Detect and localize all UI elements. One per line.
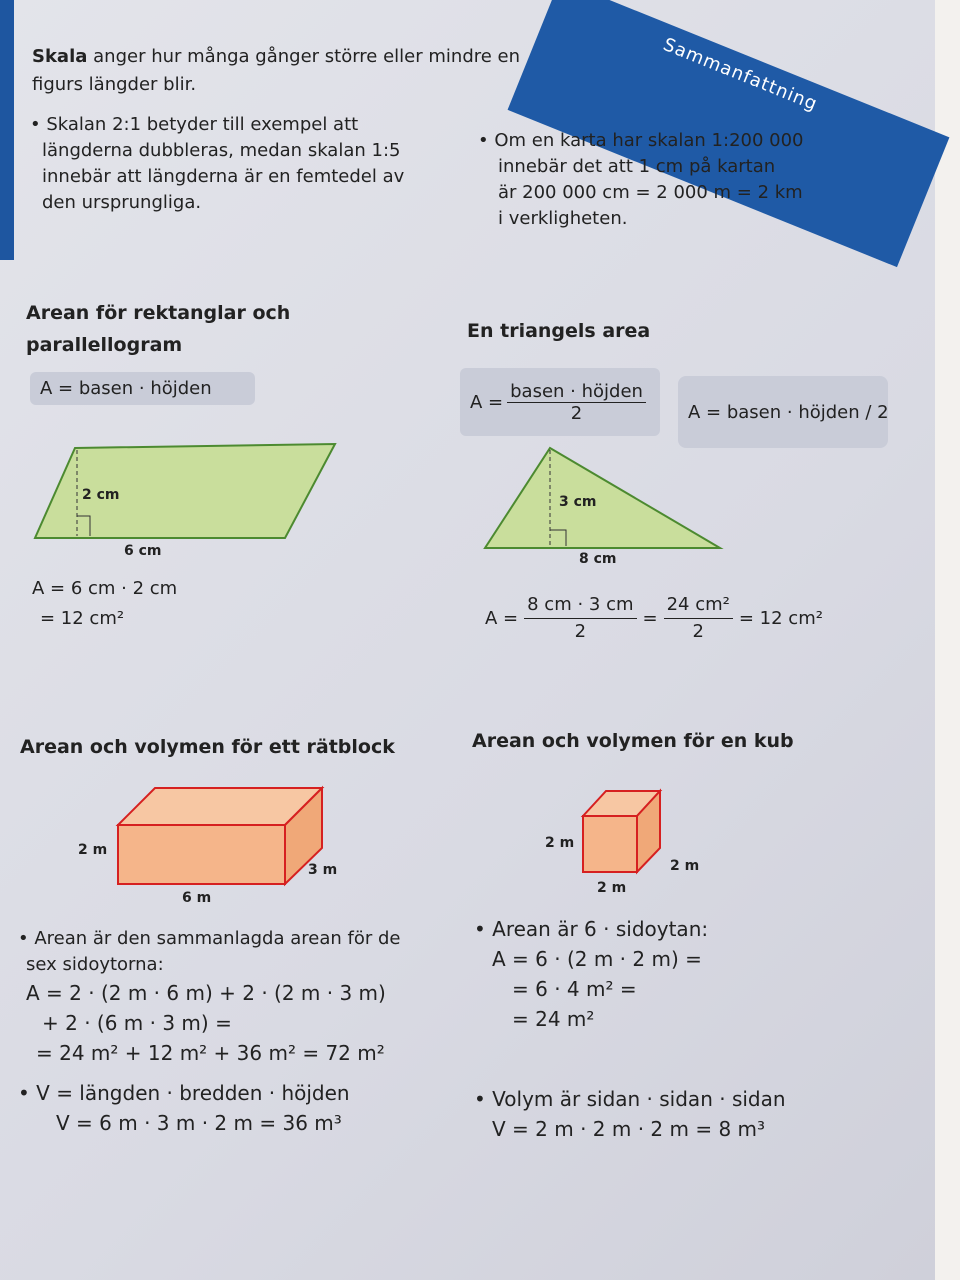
- cuboid-front: [118, 825, 285, 884]
- block-text: [18, 926, 400, 1138]
- line: • Volym är sidan · sidan · sidan: [474, 1087, 786, 1111]
- line: • Om en karta har skalan 1:200 000: [478, 130, 804, 151]
- line: sex sidoytorna:: [26, 954, 164, 975]
- cube-width-label: 2 m: [597, 880, 627, 896]
- tri-formula-alt: A = basen · höjden / 2: [678, 376, 888, 448]
- parallelogram-figure: [30, 440, 350, 550]
- cube-text: [474, 914, 786, 1144]
- equals: =: [642, 607, 658, 629]
- tri-heading: En triangels area: [467, 320, 651, 342]
- triangle-figure: [480, 440, 730, 555]
- line: • Arean är den sammanlagda arean för de: [18, 928, 401, 949]
- result: = 12 cm²: [738, 607, 823, 629]
- scale-intro-2: figurs längder blir.: [32, 74, 197, 95]
- numerator: 24 cm²: [664, 592, 733, 619]
- line: = 24 m²: [512, 1007, 595, 1031]
- denominator: 2: [574, 621, 587, 642]
- line: • Skalan 2:1 betyder till exempel att: [30, 114, 359, 135]
- denominator: 2: [692, 621, 704, 642]
- scale-bullet-2: [478, 128, 804, 232]
- cube-figure: [580, 786, 665, 876]
- tri-calc: [485, 592, 823, 645]
- cube-depth-label: 2 m: [670, 858, 700, 874]
- line: = 6 · 4 m² =: [512, 977, 637, 1001]
- cube-front: [583, 816, 637, 872]
- fraction-2: [664, 592, 733, 645]
- line: innebär det att 1 cm på kartan: [498, 156, 776, 177]
- line: längderna dubbleras, medan skalan 1:5: [42, 140, 401, 161]
- numerator: 8 cm · 3 cm: [524, 592, 636, 619]
- line: V = 2 m · 2 m · 2 m = 8 m³: [492, 1117, 766, 1141]
- block-heading: Arean och volymen för ett rätblock: [20, 736, 395, 758]
- rect-formula: A = basen · höjden: [30, 372, 255, 405]
- formula-prefix: A =: [470, 391, 504, 413]
- rect-heading: Arean för rektanglar och: [26, 302, 291, 324]
- cube-height-label: 2 m: [545, 835, 575, 851]
- tri-height-label: 3 cm: [559, 494, 597, 510]
- scale-bullet-1: [30, 112, 404, 216]
- block-depth-label: 3 m: [308, 862, 338, 878]
- parallelogram-shape: [35, 444, 335, 538]
- line: är 200 000 cm = 2 000 m = 2 km: [498, 182, 803, 203]
- fraction-1: [524, 592, 636, 645]
- line: i verkligheten.: [498, 208, 628, 229]
- fraction: [507, 381, 646, 424]
- line: V = 6 m · 3 m · 2 m = 36 m³: [56, 1111, 342, 1135]
- cube-heading: Arean och volymen för en kub: [472, 730, 794, 752]
- scale-intro: [32, 44, 520, 70]
- rect-heading-2: parallellogram: [26, 334, 183, 356]
- rect-base-label: 6 cm: [124, 543, 162, 559]
- banner-title: Sammanfattning: [660, 34, 821, 116]
- line: + 2 · (6 m · 3 m) =: [42, 1011, 232, 1035]
- denominator: 2: [570, 402, 583, 424]
- spine-edge: [0, 0, 14, 260]
- scale-term: Skala: [32, 46, 88, 67]
- cuboid-figure: [110, 780, 330, 890]
- tri-formula: [460, 368, 660, 436]
- rect-calc-2: = 12 cm²: [40, 608, 125, 629]
- line: • V = längden · bredden · höjden: [18, 1081, 350, 1105]
- line: A = 6 · (2 m · 2 m) =: [492, 947, 702, 971]
- triangle-shape: [485, 448, 720, 548]
- tri-base-label: 8 cm: [579, 551, 617, 567]
- line: A = 2 · (2 m · 6 m) + 2 · (2 m · 3 m): [26, 981, 386, 1005]
- rect-calc-1: A = 6 cm · 2 cm: [32, 578, 178, 599]
- numerator: basen · höjden: [507, 381, 646, 403]
- intro-text: anger hur många gånger större eller mindre en: [87, 46, 521, 67]
- rect-height-label: 2 cm: [82, 487, 120, 503]
- block-width-label: 6 m: [182, 890, 212, 906]
- prefix: A =: [485, 607, 519, 629]
- line: innebär att längderna är en femtedel av: [42, 166, 405, 187]
- line: = 24 m² + 12 m² + 36 m² = 72 m²: [36, 1041, 385, 1065]
- line: • Arean är 6 · sidoytan:: [474, 917, 709, 941]
- block-height-label: 2 m: [78, 842, 108, 858]
- line: den ursprungliga.: [42, 192, 202, 213]
